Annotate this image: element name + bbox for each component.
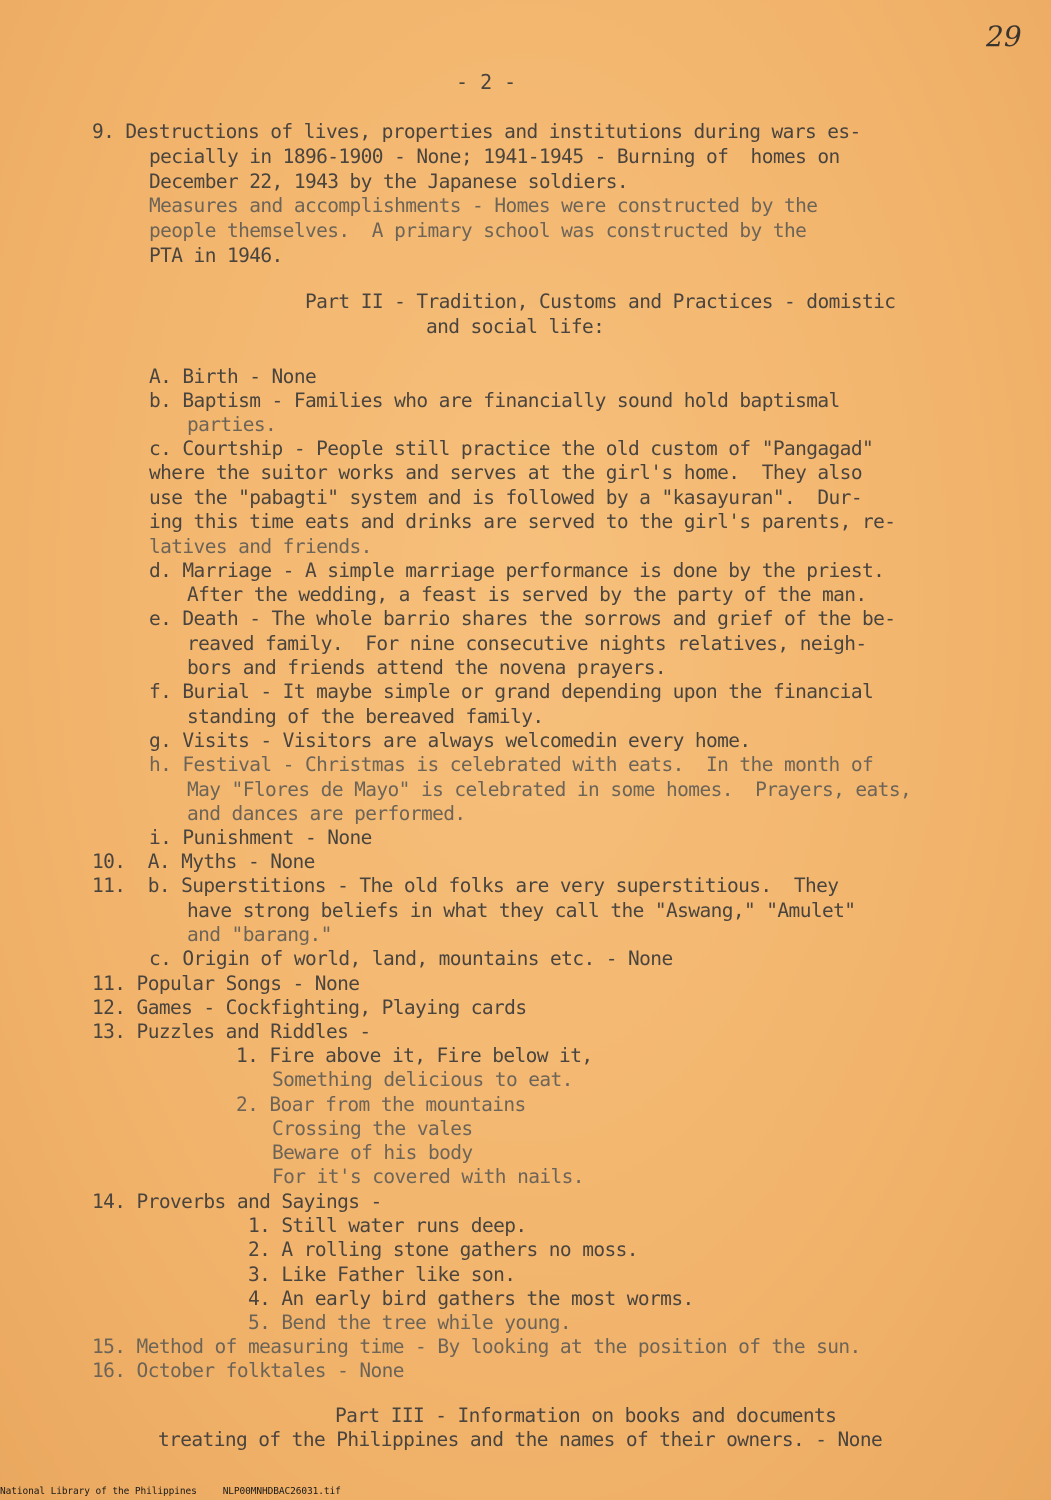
riddle-line: 1. Fire above it, Fire below it, <box>236 1044 593 1067</box>
item-line: 16. October folktales - None <box>92 1359 404 1382</box>
item-line: c. Origin of world, land, mountains etc. - None <box>149 947 673 970</box>
part3-heading: Part III - Information on books and documents <box>335 1404 837 1427</box>
scan-footer <box>0 1486 367 1497</box>
proverb-line: 2. A rolling stone gathers no moss. <box>248 1238 638 1261</box>
text-line: people themselves. A primary school was constructed by the <box>149 219 807 242</box>
part3-heading-cont: treating of the Philippines and the names of their owners. - None <box>158 1428 883 1451</box>
item-line: 12. Games - Cockfighting, Playing cards <box>92 996 527 1019</box>
part2-heading: Part II - Tradition, Customs and Practices - domistic <box>305 290 896 313</box>
custom-line: standing of the bereaved family. <box>187 705 544 728</box>
proverb-line: 4. An early bird gathers the most worms. <box>248 1287 694 1310</box>
custom-line: and dances are performed. <box>187 802 466 825</box>
custom-line: latives and friends. <box>149 535 372 558</box>
part2-heading-cont: and social life: <box>426 315 605 338</box>
text-line: December 22, 1943 by the Japanese soldiers. <box>149 170 629 193</box>
custom-line: reaved family. For nine consecutive nights relatives, neigh- <box>187 632 867 655</box>
custom-line: h. Festival - Christmas is celebrated with eats. In the month of <box>149 753 874 776</box>
custom-line: c. Courtship - People still practice the old custom of "Pangagad" <box>149 437 874 460</box>
item-line: 15. Method of measuring time - By looking at the position of the sun. <box>92 1335 861 1358</box>
proverb-line: 3. Like Father like son. <box>248 1263 516 1286</box>
item-line: 11. Popular Songs - None <box>92 972 360 995</box>
custom-line: ing this time eats and drinks are served to the girl's parents, re- <box>149 510 896 533</box>
custom-line: i. Punishment - None <box>149 826 372 849</box>
footer-library: National Library of the Philippines <box>0 1486 197 1497</box>
custom-line: use the "pabagti" system and is followed by a "kasayuran". Dur- <box>149 486 862 509</box>
item-line: 13. Puzzles and Riddles - <box>92 1020 371 1043</box>
custom-line: e. Death - The whole barrio shares the sorrows and grief of the be- <box>149 607 896 630</box>
proverb-line: 1. Still water runs deep. <box>248 1214 527 1237</box>
item-line: 10. A. Myths - None <box>92 850 315 873</box>
custom-line: May "Flores de Mayo" is celebrated in some homes. Prayers, eats, <box>187 778 912 801</box>
custom-line: b. Baptism - Families who are financially sound hold baptismal <box>149 389 840 412</box>
custom-line: where the suitor works and serves at the girl's home. They also <box>149 461 862 484</box>
text-line: PTA in 1946. <box>149 244 283 267</box>
custom-line: After the wedding, a feast is served by the party of the man. <box>187 583 867 606</box>
corner-page-number: 29 <box>986 20 1022 53</box>
proverb-line: 5. Bend the tree while young. <box>248 1311 572 1334</box>
item-line: have strong beliefs in what they call the "Aswang," "Amulet" <box>187 899 856 922</box>
text-line: pecially in 1896-1900 - None; 1941-1945 - Burning of homes on <box>149 145 840 168</box>
custom-line: A. Birth - None <box>149 365 317 388</box>
text-line: 9. Destructions of lives, properties and institutions during wars es- <box>92 120 861 143</box>
riddle-line: Crossing the vales <box>272 1117 473 1140</box>
custom-line: g. Visits - Visitors are always welcomedin every home. <box>149 729 751 752</box>
custom-line: bors and friends attend the novena prayers. <box>187 656 667 679</box>
item-line: 11. b. Superstitions - The old folks are very superstitious. They <box>92 874 839 897</box>
riddle-line: 2. Boar from the mountains <box>236 1093 526 1116</box>
item-line: and "barang." <box>187 923 332 946</box>
riddle-line: Something delicious to eat. <box>272 1068 573 1091</box>
text-line: Measures and accomplishments - Homes were constructed by the <box>149 194 818 217</box>
page-number: - 2 - <box>456 70 517 94</box>
riddle-line: Beware of his body <box>272 1141 473 1164</box>
riddle-line: For it's covered with nails. <box>272 1165 584 1188</box>
footer-file: NLP00MNHDBAC26031.tif <box>222 1486 341 1497</box>
custom-line: f. Burial - It maybe simple or grand depending upon the financial <box>149 680 874 703</box>
custom-line: d. Marriage - A simple marriage performance is done by the priest. <box>149 559 885 582</box>
proverbs-heading: 14. Proverbs and Sayings - <box>92 1190 382 1213</box>
custom-line: parties. <box>187 413 277 436</box>
